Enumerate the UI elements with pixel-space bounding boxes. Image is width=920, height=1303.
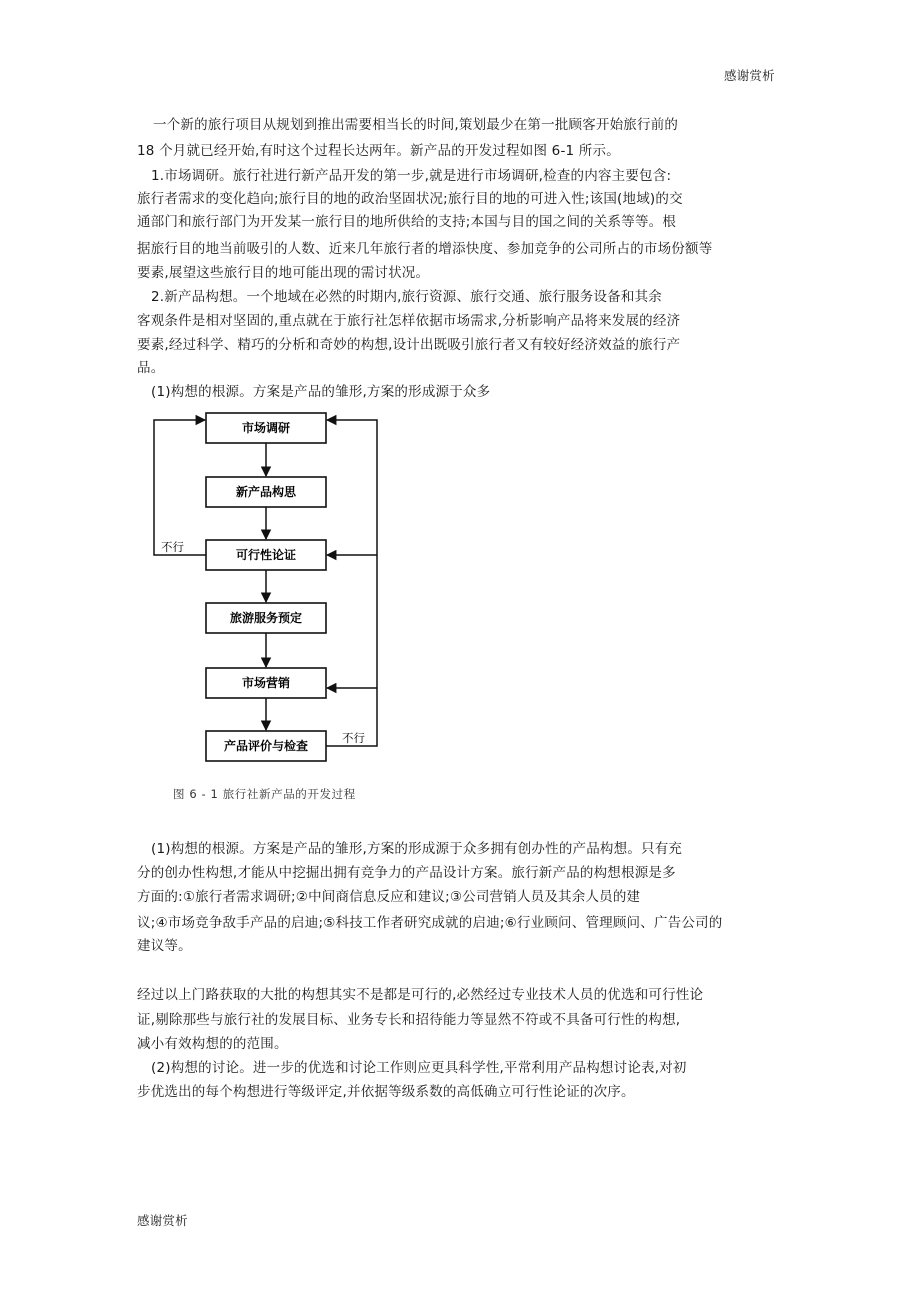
step-label: 新产品构思 bbox=[235, 485, 297, 499]
step-label: 旅游服务预定 bbox=[229, 611, 303, 625]
paragraph-line: (1)构想的根源。方案是产品的雏形,方案的形成源于众多 bbox=[151, 384, 491, 400]
paragraph-line: 分的创办性构想,才能从中挖掘出拥有竞争力的产品设计方案。旅行新产品的构想根源是多 bbox=[137, 865, 676, 881]
step-box-new-product-idea bbox=[206, 477, 326, 507]
paragraph-line: 证,剔除那些与旅行社的发展目标、业务专长和招待能力等显然不符或不具备可行性的构想, bbox=[137, 1012, 681, 1028]
paragraph-line: 据旅行目的地当前吸引的人数、近来几年旅行者的增添快度、参加竞争的公司所占的市场份额等 bbox=[137, 241, 713, 257]
step-box-marketing bbox=[206, 668, 326, 698]
page-footer: 感谢赏析 bbox=[137, 1213, 188, 1228]
paragraph-line: 建议等。 bbox=[137, 938, 192, 954]
paragraph-line: 通部门和旅行部门为开发某一旅行目的地所供给的支持;本国与目的国之间的关系等等。根 bbox=[137, 214, 677, 230]
paragraph-line: 旅行者需求的变化趋向;旅行目的地的政治坚固状况;旅行目的地的可进入性;该国(地域)的交 bbox=[137, 191, 683, 207]
paragraph-line: 一个新的旅行项目从规划到推出需要相当长的时间,策划最少在第一批顾客开始旅行前的 bbox=[153, 117, 679, 133]
step-box-evaluation bbox=[206, 731, 326, 761]
paragraph-line: 客观条件是相对坚固的,重点就在于旅行社怎样依据市场需求,分析影响产品将来发展的经济 bbox=[137, 313, 681, 329]
right-feedback-loop bbox=[326, 420, 377, 746]
step-label: 市场营销 bbox=[241, 676, 291, 690]
paragraph-line: 18 个月就已经开始,有时这个过程长达两年。新产品的开发过程如图 6-1 所示。 bbox=[137, 143, 620, 159]
paragraph-line: 议;④市场竞争敌手产品的启迪;⑤科技工作者研究成就的启迪;⑥行业顾问、管理顾问、广告公司的 bbox=[137, 915, 723, 931]
paragraph-line: 要素,经过科学、精巧的分析和奇妙的构想,设计出既吸引旅行者又有较好经济效益的旅行产 bbox=[137, 337, 681, 353]
step-label: 产品评价与检查 bbox=[223, 739, 309, 753]
page-header: 感谢赏析 bbox=[724, 68, 775, 83]
figure-caption: 图 6 - 1 旅行社新产品的开发过程 bbox=[173, 787, 356, 801]
reject-label-right: 不行 bbox=[342, 731, 365, 745]
left-feedback-loop bbox=[154, 420, 206, 555]
paragraph-line: 方面的:①旅行者需求调研;②中间商信息反应和建议;③公司营销人员及其余人员的建 bbox=[137, 889, 641, 905]
step-box-market-research bbox=[206, 413, 326, 443]
step-box-travel-service-booking bbox=[206, 603, 326, 633]
paragraph-line: 品。 bbox=[137, 360, 165, 376]
reject-label-left: 不行 bbox=[161, 540, 184, 554]
step-label: 市场调研 bbox=[241, 421, 291, 435]
paragraph-line: 步优选出的每个构想进行等级评定,并依据等级系数的高低确立可行性论证的次序。 bbox=[137, 1084, 635, 1100]
paragraph-line: 减小有效构想的的范围。 bbox=[137, 1036, 288, 1052]
paragraph-line: (2)构想的讨论。进一步的优选和讨论工作则应更具科学性,平常利用产品构想讨论表,对初 bbox=[151, 1060, 687, 1076]
paragraph-line: 要素,展望这些旅行目的地可能出现的需讨状况。 bbox=[137, 265, 430, 281]
paragraph-line: 1.市场调研。旅行社进行新产品开发的第一步,就是进行市场调研,检查的内容主要包含: bbox=[151, 168, 672, 184]
paragraph-line: 经过以上门路获取的大批的构想其实不是都是可行的,必然经过专业技术人员的优选和可行性论 bbox=[137, 987, 704, 1003]
development-flowchart bbox=[150, 410, 390, 780]
paragraph-line: 2.新产品构想。一个地域在必然的时期内,旅行资源、旅行交通、旅行服务设备和其余 bbox=[151, 289, 662, 305]
paragraph-line: (1)构想的根源。方案是产品的雏形,方案的形成源于众多拥有创办性的产品构想。只有充 bbox=[151, 841, 683, 857]
step-box-feasibility-study bbox=[206, 540, 326, 570]
step-label: 可行性论证 bbox=[235, 548, 297, 562]
